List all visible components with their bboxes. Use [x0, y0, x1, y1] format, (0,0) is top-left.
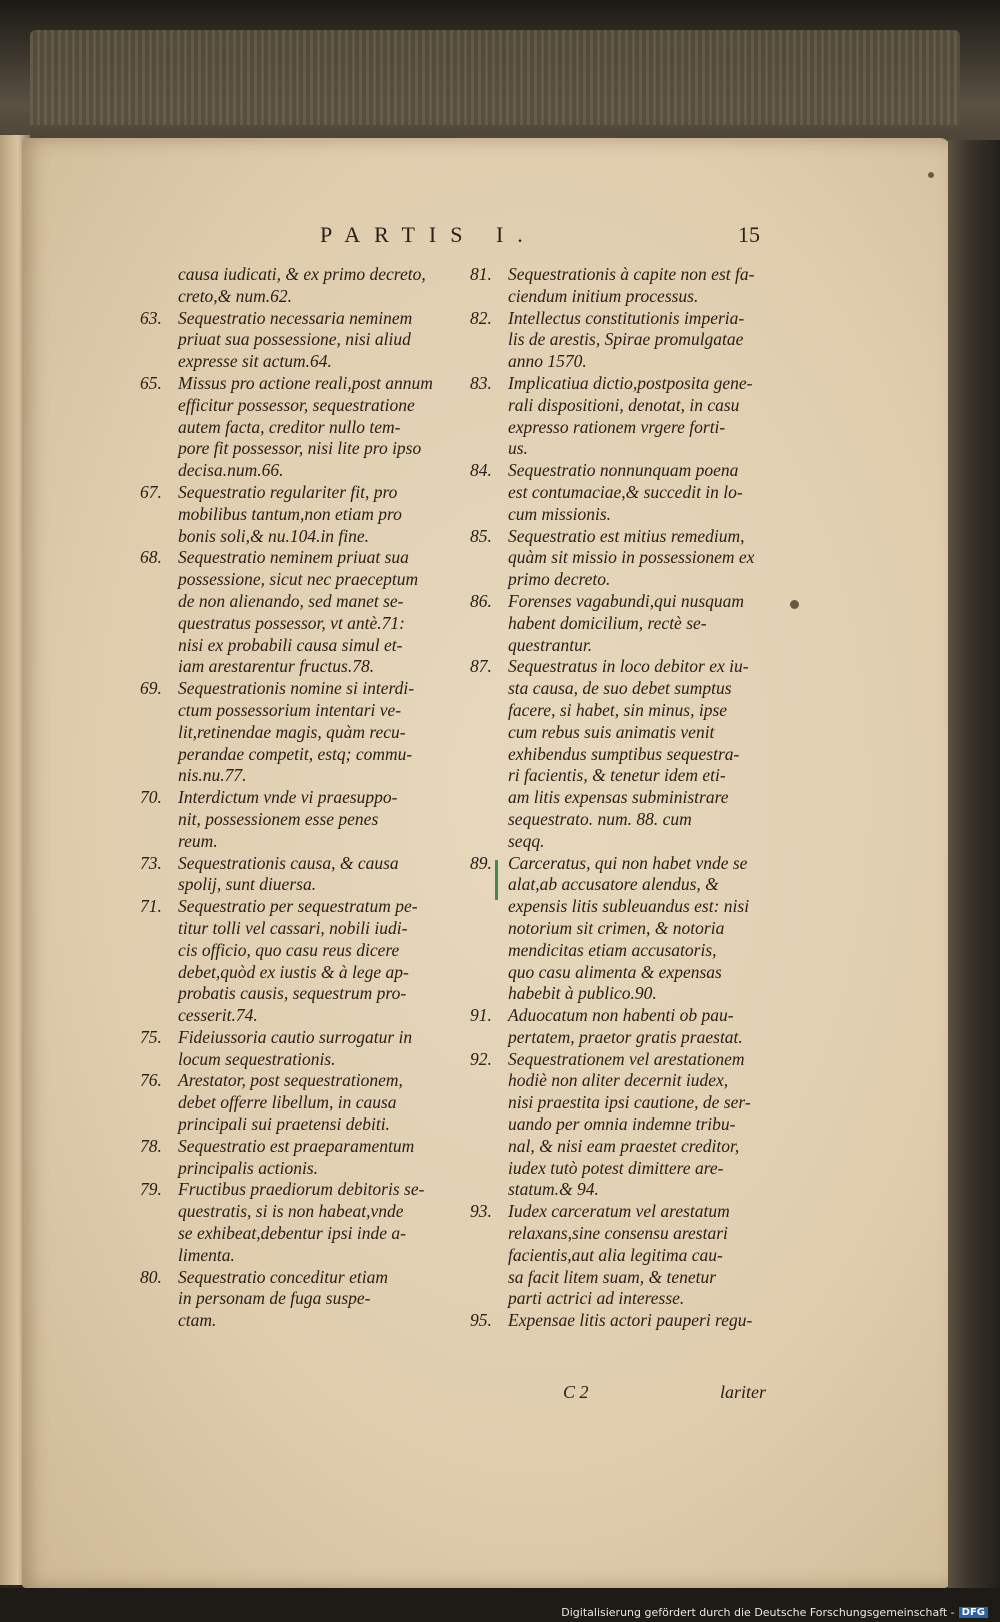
entry-line: Sequestratio est mitius remedium, — [508, 525, 745, 546]
index-entry — [140, 1136, 470, 1180]
entry-line: questrantur. — [508, 634, 593, 655]
entry-line: Sequestrationis à capite non est fa- — [508, 264, 755, 284]
entry-line: possessione, sicut nec praeceptum — [178, 569, 419, 590]
index-entry — [140, 1267, 470, 1332]
entry-number: 69. — [140, 678, 162, 699]
entry-line: quàm sit missio in possessionem ex — [508, 547, 755, 568]
index-entry — [470, 460, 765, 525]
entry-line: priuat sua possessione, nisi aliud — [178, 329, 411, 350]
page-title: PARTIS I. — [320, 222, 537, 247]
entry-line: bonis soli,& nu.104.in fine. — [178, 525, 370, 546]
entry-number: 91. — [470, 1005, 492, 1026]
entry-number: 87. — [470, 656, 492, 677]
entry-line: Sequestratio per sequestratum pe- — [178, 896, 418, 917]
index-entry — [140, 853, 470, 897]
right-column — [470, 264, 765, 1332]
book-top-edge — [0, 0, 1000, 150]
entry-number: 95. — [470, 1310, 492, 1331]
entry-line: autem facta, creditor nullo tem- — [178, 416, 401, 437]
page-blemish — [928, 172, 934, 178]
entry-line: iam arestarentur fructus.78. — [178, 656, 375, 677]
entry-number: 93. — [470, 1201, 492, 1222]
entry-line: de non alienando, sed manet se- — [178, 590, 404, 611]
index-entry — [140, 896, 470, 1027]
entry-line: facere, si habet, sin minus, ipse — [508, 699, 728, 720]
entry-line: anno 1570. — [508, 351, 587, 372]
entry-number: 65. — [140, 372, 162, 393]
entry-line: ri facientis, & tenetur idem eti- — [508, 765, 726, 786]
index-entry — [470, 656, 765, 852]
index-entry — [470, 526, 765, 591]
entry-line: Forenses vagabundi,qui nusquam — [508, 590, 745, 611]
index-entry — [140, 1070, 470, 1135]
index-entry — [140, 1179, 470, 1266]
entry-line: expresse sit actum.64. — [178, 351, 332, 372]
page-blemish — [790, 600, 799, 609]
index-entry — [470, 1201, 765, 1310]
entry-number: 63. — [140, 307, 162, 328]
entry-line: Missus pro actione reali,post annum — [178, 372, 433, 393]
index-entry — [140, 373, 470, 482]
entry-number: 86. — [470, 590, 492, 611]
entry-number: 73. — [140, 852, 162, 873]
entry-line: titur tolli vel cassari, nobili iudi- — [178, 917, 408, 938]
index-entry — [470, 1310, 765, 1332]
entry-line: pertatem, praetor gratis praestat. — [508, 1026, 743, 1047]
entry-line: nis.nu.77. — [178, 765, 247, 786]
entry-line: expensis litis subleuandus est: nisi — [508, 896, 750, 917]
index-entry — [470, 308, 765, 373]
entry-line: Sequestratio necessaria neminem — [178, 307, 413, 328]
entry-line: causa iudicati, & ex primo decreto, — [178, 264, 426, 284]
entry-number: 84. — [470, 460, 492, 481]
entry-line: expresso rationem vrgere forti- — [508, 416, 726, 437]
entry-line: Interdictum vnde vi praesuppo- — [178, 787, 398, 808]
entry-line: decisa.num.66. — [178, 460, 284, 481]
running-header — [320, 222, 760, 252]
entry-number: 76. — [140, 1070, 162, 1091]
entry-line: debet,quòd ex iustis & à lege ap- — [178, 961, 409, 982]
index-entry — [140, 1027, 470, 1071]
entry-line: statum.& 94. — [508, 1179, 599, 1200]
entry-line: sequestrato. num. 88. cum — [508, 808, 692, 829]
scan-footer-bar — [0, 1588, 1000, 1622]
entry-line: cum missionis. — [508, 503, 612, 524]
entry-line: ciendum initium processus. — [508, 285, 699, 306]
entry-number: 67. — [140, 481, 162, 502]
entry-line: facientis,aut alia legitima cau- — [508, 1244, 723, 1265]
entry-line: locum sequestrationis. — [178, 1048, 336, 1069]
entry-line: Sequestratus in loco debitor ex iu- — [508, 656, 749, 677]
index-entry — [470, 373, 765, 460]
entry-line: Sequestrationis nomine si interdi- — [178, 678, 415, 699]
signature-mark: C 2 — [563, 1382, 589, 1402]
entry-line: se exhibeat,debentur ipsi inde a- — [178, 1223, 406, 1244]
page-edges — [30, 30, 960, 125]
index-entry — [140, 264, 470, 308]
entry-line: Carceratus, qui non habet vnde se — [508, 852, 748, 873]
entry-line: Fructibus praediorum debitoris se- — [178, 1179, 425, 1200]
entry-number: 83. — [470, 372, 492, 393]
entry-line: pore fit possessor, nisi lite pro ipso — [178, 438, 422, 459]
entry-number: 70. — [140, 787, 162, 808]
entry-line: Sequestratio conceditur etiam — [178, 1266, 388, 1287]
entry-line: efficitur possessor, sequestratione — [178, 394, 415, 415]
index-entry — [140, 482, 470, 547]
entry-line: relaxans,sine consensu arestari — [508, 1223, 728, 1244]
entry-line: cum rebus suis animatis venit — [508, 721, 715, 742]
entry-line: principali sui praetensi debiti. — [178, 1114, 390, 1135]
index-entry — [140, 787, 470, 852]
entry-number: 79. — [140, 1179, 162, 1200]
entry-number: 92. — [470, 1048, 492, 1069]
entry-line: Sequestratio regulariter fit, pro — [178, 481, 398, 502]
entry-number: 81. — [470, 264, 492, 284]
entry-line: iudex tutò potest dimittere are- — [508, 1157, 724, 1178]
entry-line: mendicitas etiam accusatoris, — [508, 939, 717, 960]
entry-line: mobilibus tantum,non etiam pro — [178, 503, 402, 524]
entry-line: Sequestratio neminem priuat sua — [178, 547, 409, 568]
entry-line: limenta. — [178, 1244, 235, 1265]
entry-number: 85. — [470, 525, 492, 546]
entry-line: notorium sit crimen, & notoria — [508, 917, 725, 938]
left-column — [140, 264, 470, 1332]
book-cover-edge — [948, 140, 1000, 1590]
entry-line: Expensae litis actori pauperi regu- — [508, 1310, 753, 1331]
margin-annotation-mark — [495, 860, 498, 900]
entry-number: 68. — [140, 547, 162, 568]
entry-line: parti actrici ad interesse. — [508, 1288, 685, 1309]
entry-line: creto,& num.62. — [178, 285, 293, 306]
index-entry — [140, 678, 470, 787]
entry-line: ctam. — [178, 1310, 217, 1331]
entry-line: quo casu alimenta & expensas — [508, 961, 722, 982]
entry-line: habebit à publico.90. — [508, 983, 657, 1004]
entry-line: cis officio, quo casu reus dicere — [178, 939, 400, 960]
entry-line: sa facit litem suam, & tenetur — [508, 1266, 717, 1287]
entry-number: 78. — [140, 1135, 162, 1156]
entry-number: 71. — [140, 896, 162, 917]
index-entry — [140, 308, 470, 373]
index-entry — [470, 1049, 765, 1202]
entry-line: Sequestratio nonnunquam poena — [508, 460, 739, 481]
entry-line: questratus possessor, vt antè.71: — [178, 612, 406, 633]
entry-number: 89. — [470, 852, 492, 873]
entry-line: nit, possessionem esse penes — [178, 808, 379, 829]
entry-line: in personam de fuga suspe- — [178, 1288, 371, 1309]
entry-line: principalis actionis. — [178, 1157, 318, 1178]
entry-line: rali dispositioni, denotat, in casu — [508, 394, 740, 415]
entry-line: hodiè non aliter decernit iudex, — [508, 1070, 729, 1091]
entry-line: Fideiussoria cautio surrogatur in — [178, 1026, 413, 1047]
entry-line: cesserit.74. — [178, 1005, 258, 1026]
entry-line: questratis, si is non habeat,vnde — [178, 1201, 404, 1222]
dfg-logo-icon: DFG — [959, 1607, 988, 1618]
index-entry — [470, 853, 765, 1006]
index-entry — [470, 591, 765, 656]
entry-line: us. — [508, 438, 528, 459]
entry-number: 82. — [470, 307, 492, 328]
entry-number: 75. — [140, 1026, 162, 1047]
entry-line: Sequestrationem vel arestationem — [508, 1048, 745, 1069]
entry-line: est contumaciae,& succedit in lo- — [508, 481, 743, 502]
entry-line: nal, & nisi eam praestet creditor, — [508, 1135, 740, 1156]
index-entry — [140, 547, 470, 678]
entry-line: nisi praestita ipsi cautione, de ser- — [508, 1092, 751, 1113]
entry-line: exhibendus sumptibus sequestra- — [508, 743, 740, 764]
entry-line: nisi ex probabili causa simul et- — [178, 634, 403, 655]
entry-line: probatis causis, sequestrum pro- — [178, 983, 407, 1004]
entry-line: Iudex carceratum vel arestatum — [508, 1201, 730, 1222]
entry-line: Intellectus constitutionis imperia- — [508, 307, 745, 328]
entry-line: ctum possessorium intentari ve- — [178, 699, 402, 720]
entry-line: habent domicilium, rectè se- — [508, 612, 707, 633]
entry-line: spolij, sunt diuersa. — [178, 874, 317, 895]
entry-line: uando per omnia indemne tribu- — [508, 1114, 736, 1135]
page-number: 15 — [738, 222, 760, 247]
catchword: lariter — [720, 1382, 767, 1402]
entry-line: Implicatiua dictio,postposita gene- — [508, 372, 753, 393]
footer — [561, 1606, 988, 1619]
entry-line: Sequestrationis causa, & causa — [178, 852, 399, 873]
index-entry — [470, 1005, 765, 1049]
index-entry — [470, 264, 765, 308]
entry-number: 80. — [140, 1266, 162, 1287]
entry-line: Arestator, post sequestrationem, — [178, 1070, 403, 1091]
entry-line: sta causa, de suo debet sumptus — [508, 678, 732, 699]
entry-line: lis de arestis, Spirae promulgatae — [508, 329, 744, 350]
entry-line: seqq. — [508, 830, 545, 851]
entry-line: debet offerre libellum, in causa — [178, 1092, 397, 1113]
entry-line: am litis expensas subministrare — [508, 787, 729, 808]
entry-line: reum. — [178, 830, 218, 851]
entry-line: primo decreto. — [508, 569, 611, 590]
entry-line: Aduocatum non habenti ob pau- — [508, 1005, 734, 1026]
entry-line: Sequestratio est praeparamentum — [178, 1135, 415, 1156]
entry-line: lit,retinendae magis, quàm recu- — [178, 721, 406, 742]
entry-line: perandae competit, estq; commu- — [178, 743, 413, 764]
entry-line: alat,ab accusatore alendus, & — [508, 874, 719, 895]
footer-text: Digitalisierung gefördert durch die Deutsche Forschungsgemeinschaft - — [561, 1606, 955, 1619]
